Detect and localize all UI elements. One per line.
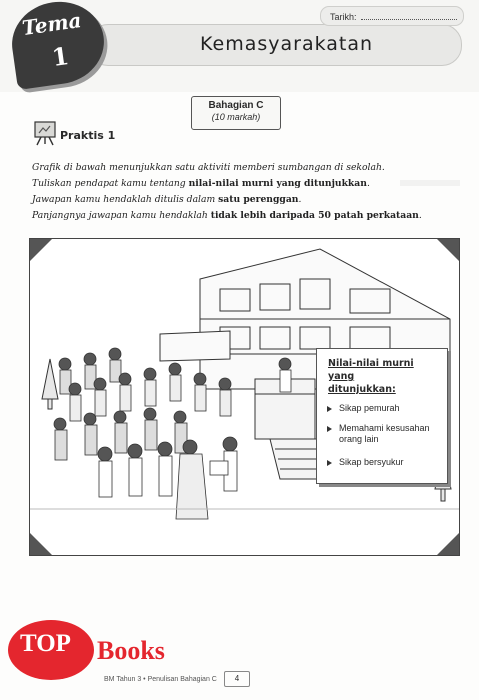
instruction-line-1: Grafik di bawah menunjukkan satu aktiviti memberi sumbangan di sekolah. [32,162,385,173]
values-callout [316,348,448,484]
logo-books-text: Books [97,636,165,665]
date-line [361,19,457,20]
footer-text: BM Tahun 3 • Penulisan Bahagian C [104,676,217,683]
show-through [400,180,460,186]
bullet-arrow-icon [327,460,332,466]
bullet-arrow-icon [327,426,332,432]
practice-heading: Praktis 1 [60,129,116,142]
callout-title: Nilai-nilai murni yang ditunjukkan: [328,358,414,395]
bullet-arrow-icon [327,406,332,412]
section-title: Bahagian C [208,100,264,111]
theme-number: 1 [50,40,71,73]
instruction-line-3: Jawapan kamu hendaklah ditulis dalam satu perenggan. [32,194,302,205]
logo-top-text: TOP [20,630,71,657]
page-title: Kemasyarakatan [200,33,374,55]
instruction-line-4: Panjangnya jawapan kamu hendaklah tidak lebih daripada 50 patah perkataan. [32,210,422,221]
value-item: Memahami kesusahan orang lain [327,423,439,445]
value-item: Sikap pemurah [327,403,439,414]
value-item: Sikap bersyukur [327,457,439,468]
instruction-line-2: Tuliskan pendapat kamu tentang nilai-nilai murni yang ditunjukkan. [32,178,370,189]
theme-word: Tema [20,7,83,41]
date-field[interactable] [330,12,457,22]
easel-icon [32,120,58,146]
date-label: Tarikh: [330,12,357,22]
section-marks: (10 markah) [211,112,261,122]
section-box [191,96,281,130]
page-number: 4 [224,671,250,687]
